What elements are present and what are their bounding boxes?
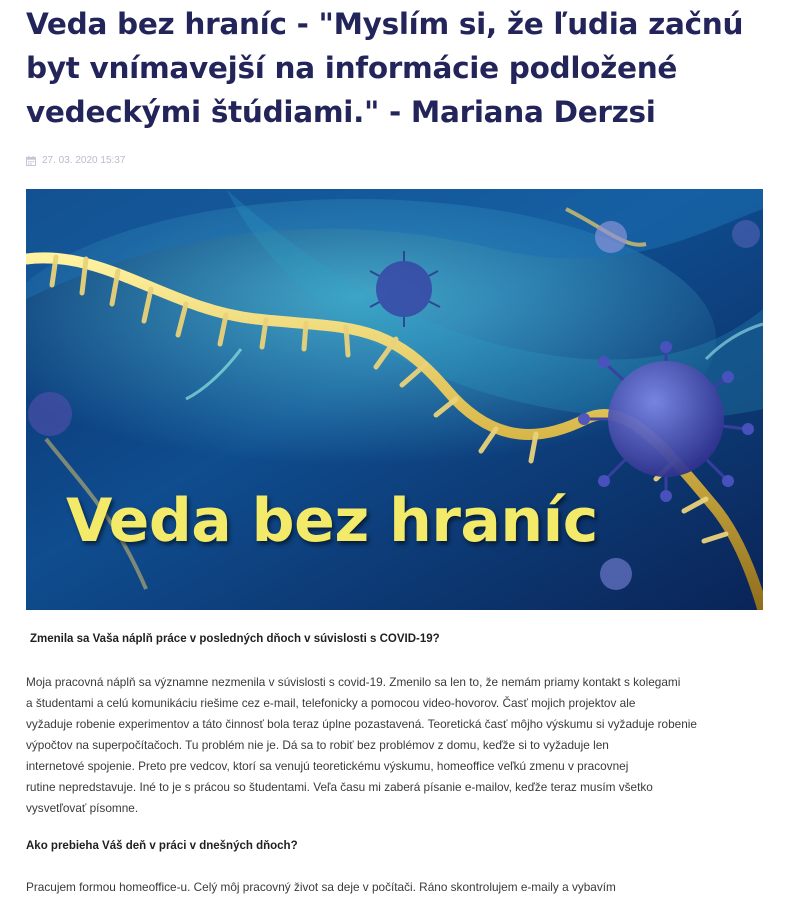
answer-line: vyžaduje robenie experimentov a táto činnosť bola teraz úplne pozastavená. Teoretická časť môjho výskumu si vyžaduje robenie	[26, 717, 697, 731]
answer-line: rutine nepredstavuje. Iné to je s prácou so študentami. Veľa času mi zaberá písanie e-mailov, keďže teraz musím všetko	[26, 780, 653, 794]
virus-small-bottom	[600, 558, 632, 590]
hero-title: Veda bez hraníc	[66, 486, 598, 556]
answer-line: internetové spojenie. Preto pre vedcov, ktorí sa venujú teoretickému výskumu, homeoffice veľkú zmenu v pracovnej	[26, 759, 629, 773]
virus-small-right	[732, 220, 760, 248]
answer-line: výpočtov na superpočítačoch. Tu problém nie je. Dá sa to robiť bez problémov z domu, keďže si to vyžaduje len	[26, 738, 609, 752]
answer-1	[26, 672, 697, 819]
question-2: Ako prebieha Váš deň v práci v dnešných dňoch?	[26, 840, 298, 852]
virus-small-left	[28, 392, 72, 436]
answer-2	[26, 877, 616, 898]
article-title: Veda bez hraníc - "Myslím si, že ľudia začnú byt vnímavejší na informácie podložené vedeckými štúdiami." - Mariana Derzsi	[26, 7, 744, 129]
virus-small-top	[595, 221, 627, 253]
article-date	[26, 155, 125, 166]
answer-line: Moja pracovná náplň sa významne nezmenila v súvislosti s covid-19. Zmenilo sa len to, že nemám priamy kontakt s kolegami	[26, 675, 681, 689]
answer-line: a študentami a celú komunikáciu riešime cez e-mail, telefonicky a pomocou video-hovorov. Časť mojich projektov ale	[26, 696, 636, 710]
calendar-icon	[26, 156, 36, 166]
answer-line: vysvetľovať písomne.	[26, 801, 139, 815]
question-1: Zmenila sa Vaša náplň práce v posledných dňoch v súvislosti s COVID-19?	[30, 633, 440, 645]
hero-image	[26, 189, 763, 610]
date-text: 27. 03. 2020 15:37	[42, 155, 126, 166]
answer-line: Pracujem formou homeoffice-u. Celý môj pracovný život sa deje v počítači. Ráno skontrolujem e-maily a vybavím	[26, 880, 616, 894]
